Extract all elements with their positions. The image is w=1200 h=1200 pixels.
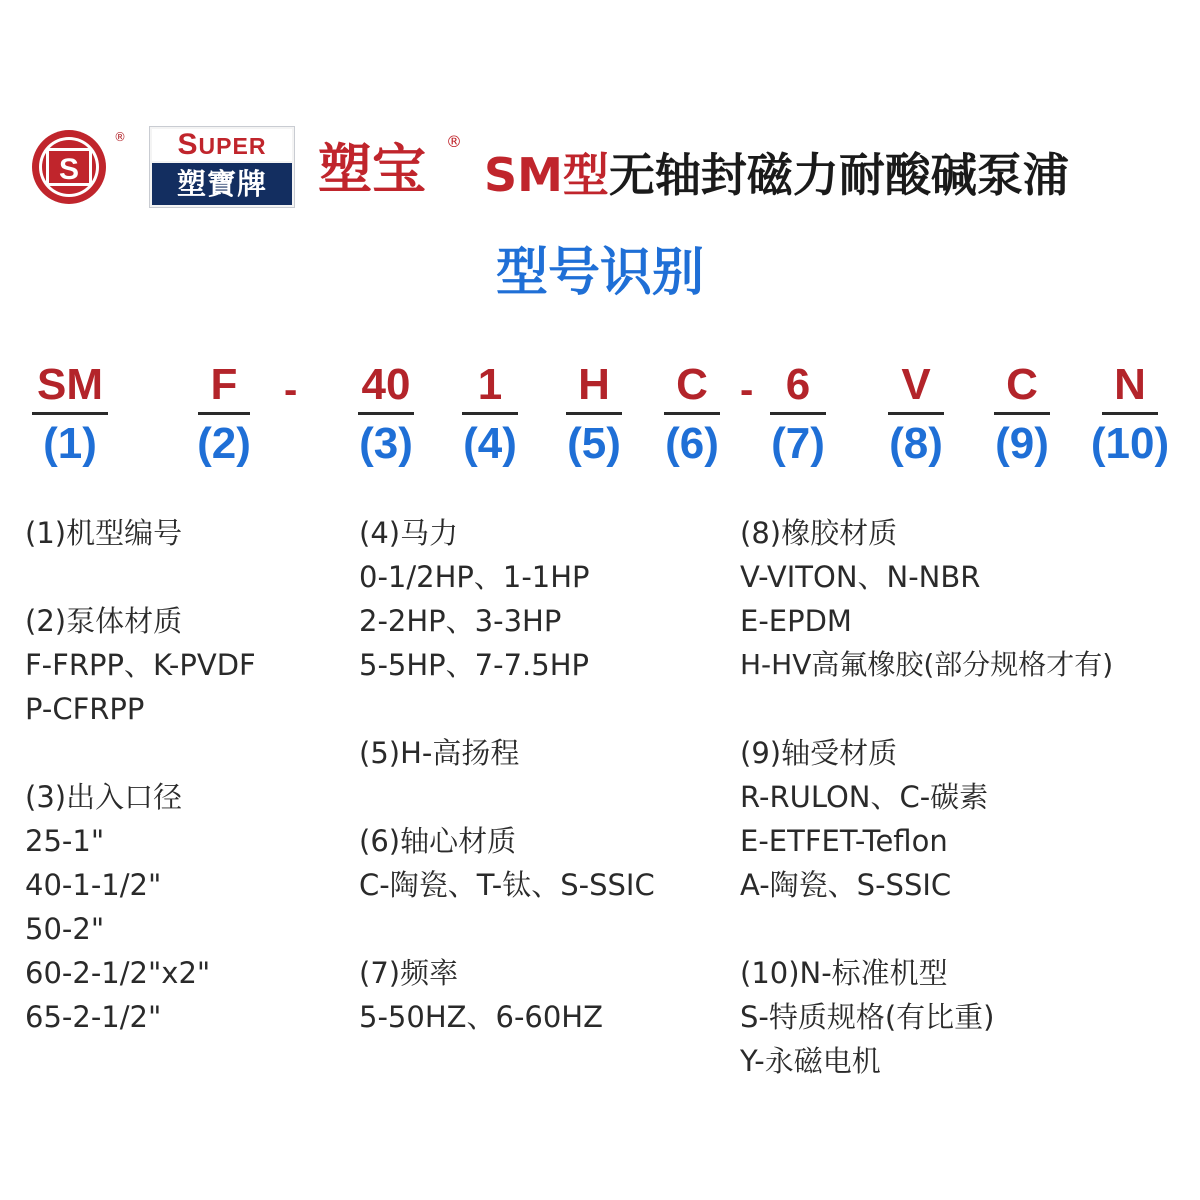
model-code-breakdown xyxy=(0,360,1200,480)
code-index: (5) xyxy=(567,419,621,468)
section-item: 5-50HZ、6-60HZ xyxy=(359,1000,603,1034)
code-value: H xyxy=(578,360,610,409)
section-item: H-HV高氟橡胶(部分规格才有) xyxy=(740,648,1114,681)
code-value: C xyxy=(1006,360,1038,409)
code-segment-4 xyxy=(440,360,540,473)
section-title: (7)频率 xyxy=(359,956,459,990)
code-index: (9) xyxy=(995,419,1049,468)
super-logo-wordmark: SUPER xyxy=(152,129,292,161)
code-value: 1 xyxy=(477,360,503,409)
title-model: SM型 xyxy=(484,148,609,202)
section-title: (9)轴受材质 xyxy=(740,736,898,770)
code-index: (10) xyxy=(1090,419,1170,468)
section-item: 0-1/2HP、1-1HP xyxy=(359,560,590,594)
section-item: C-陶瓷、T-钛、S-SSIC xyxy=(359,868,655,902)
super-brand-logo xyxy=(149,126,295,208)
header xyxy=(0,0,1200,330)
section-title: (5)H-高扬程 xyxy=(359,736,520,770)
code-value: SM xyxy=(37,360,103,409)
code-value: C xyxy=(676,360,708,409)
section-item: V-VITON、N-NBR xyxy=(740,560,981,594)
page-subtitle: 型号识别 xyxy=(495,243,704,303)
brand-registered-mark: ® xyxy=(446,132,462,151)
section-title: (2)泵体材质 xyxy=(25,604,183,638)
legend-column-middle xyxy=(359,511,655,1039)
code-index: (4) xyxy=(463,419,517,468)
code-segment-10 xyxy=(1080,360,1180,473)
section-item: 25-1" xyxy=(25,824,105,858)
section-item: E-ETFET-Teflon xyxy=(740,824,948,858)
code-segment-7 xyxy=(748,360,848,473)
code-value: 6 xyxy=(785,360,811,409)
section-item: Y-永磁电机 xyxy=(740,1044,881,1078)
section-item: 2-2HP、3-3HP xyxy=(359,604,562,638)
code-index: (8) xyxy=(889,419,943,468)
section-item: 65-2-1/2" xyxy=(25,1000,162,1034)
section-item: 60-2-1/2"x2" xyxy=(25,956,211,990)
code-index: (2) xyxy=(197,419,251,468)
legend-column-right xyxy=(740,511,1113,1083)
code-segment-6 xyxy=(642,360,742,473)
s-emblem-logo xyxy=(30,128,126,206)
section-item: F-FRPP、K-PVDF xyxy=(25,648,256,682)
section-item: S-特质规格(有比重) xyxy=(740,1000,995,1034)
section-item: E-EPDM xyxy=(740,604,852,638)
section-item: 50-2" xyxy=(25,912,105,946)
code-value: 40 xyxy=(361,360,411,409)
section-item: 5-5HP、7-7.5HP xyxy=(359,648,589,682)
section-title: (6)轴心材质 xyxy=(359,824,517,858)
s-emblem-registered-mark: ® xyxy=(114,130,126,144)
code-index: (3) xyxy=(359,419,413,468)
code-segment-9 xyxy=(972,360,1072,473)
code-segment-1 xyxy=(20,360,120,473)
code-segment-2 xyxy=(174,360,274,473)
page-title xyxy=(484,140,1069,210)
section-item: A-陶瓷、S-SSIC xyxy=(740,868,952,902)
code-segment-3 xyxy=(336,360,436,473)
super-logo-chinese: 塑寶牌 xyxy=(152,163,292,205)
section-title: (1)机型编号 xyxy=(25,516,183,550)
code-segment-5 xyxy=(544,360,644,473)
code-segment-8 xyxy=(866,360,966,473)
section-title: (4)马力 xyxy=(359,516,459,550)
brand-name: 塑宝 xyxy=(318,137,426,201)
code-dash-2: - xyxy=(740,368,754,412)
code-value: N xyxy=(1114,360,1146,409)
section-title: (3)出入口径 xyxy=(25,780,183,814)
section-title: (10)N-标准机型 xyxy=(740,956,948,990)
s-emblem-letter: S xyxy=(58,153,80,186)
section-title: (8)橡胶材质 xyxy=(740,516,898,550)
code-index: (1) xyxy=(43,419,97,468)
code-index: (7) xyxy=(771,419,825,468)
section-item: R-RULON、C-碳素 xyxy=(740,780,989,814)
title-description: 无轴封磁力耐酸碱泵浦 xyxy=(608,148,1069,202)
code-index: (6) xyxy=(665,419,719,468)
section-item: 40-1-1/2" xyxy=(25,868,162,902)
code-dash-1: - xyxy=(284,368,298,412)
code-value: F xyxy=(210,360,238,409)
section-item: P-CFRPP xyxy=(25,692,145,726)
code-value: V xyxy=(901,360,931,409)
legend-column-left xyxy=(25,511,256,1039)
